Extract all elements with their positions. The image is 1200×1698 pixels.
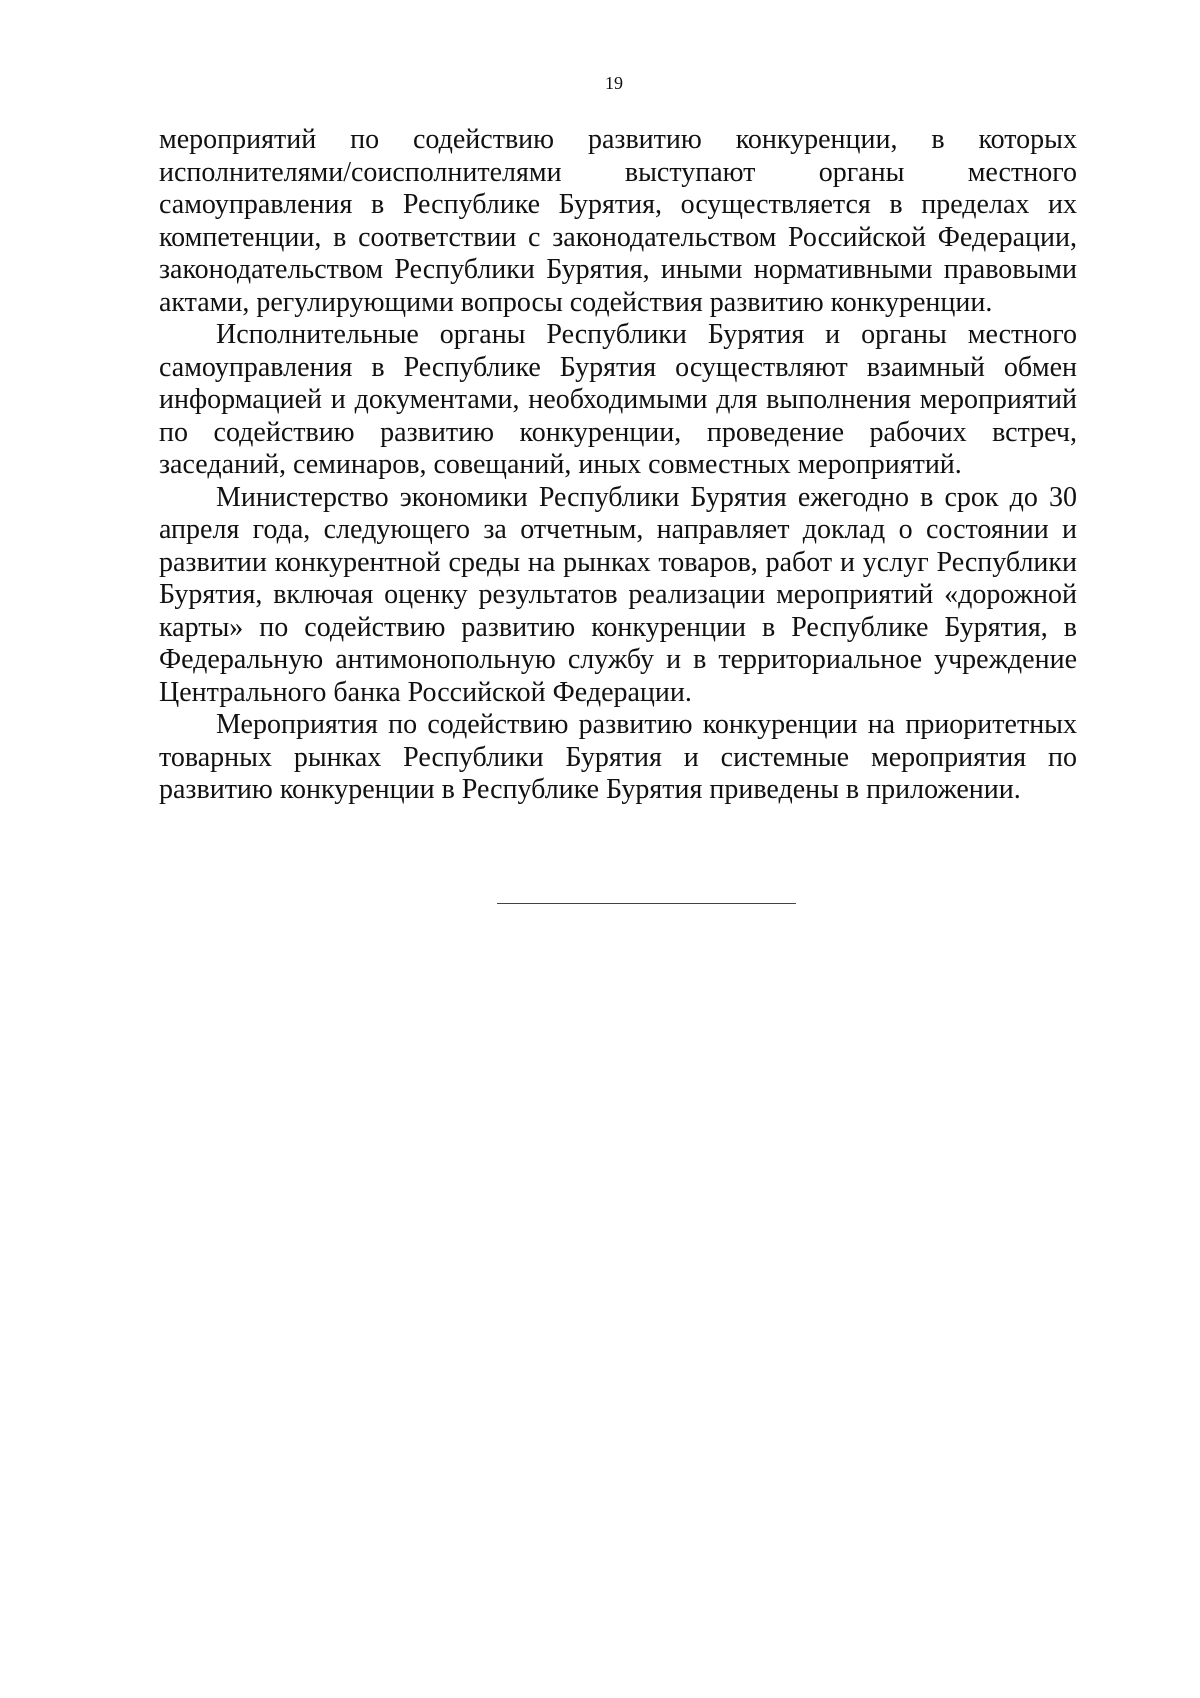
paragraph-information-exchange: Исполнительные органы Республики Бурятия и органы местного самоуправления в Республике Бурятия осуществляют взаимный обмен информацией и документами, необходимыми для выполнения мероприятий по содействию развитию конкуренции, проведение рабочих встреч, заседаний, семинаров, совещаний, иных совместных мероприятий. [159,319,1077,480]
paragraph-annual-report: Министерство экономики Республики Бурятия ежегодно в срок до 30 апреля года, следующего за отчетным, направляет доклад о состоянии и развитии конкурентной среды на рынках товаров, работ и услуг Республики Бурятия, включая оценку результатов реализации мероприятий «дорожной карты» по содействию развитию конкуренции в Республике Бурятия, в Федеральную антимонопольную службу и в территориальное учреждение Центрального банка Российской Федерации. [159,481,1077,708]
paragraph-continuation: мероприятий по содействию развитию конкуренции, в которых исполнителями/соисполнителями выступают органы местного самоуправления в Республике Бурятия, осуществляется в пределах их компетенции, в соответствии с законодательством Российской Федерации, законодательством Республики Бурятия, иными нормативными правовыми актами, регулирующими вопросы содействия развитию конкуренции. [159,124,1077,318]
document-body [159,124,1077,807]
end-divider-line [497,903,796,904]
page-number: 19 [605,73,623,93]
paragraph-appendix-reference: Мероприятия по содействию развитию конкуренции на приоритетных товарных рынках Республики Бурятия и системные мероприятия по развитию конкуренции в Республике Бурятия приведены в приложении. [159,709,1077,805]
